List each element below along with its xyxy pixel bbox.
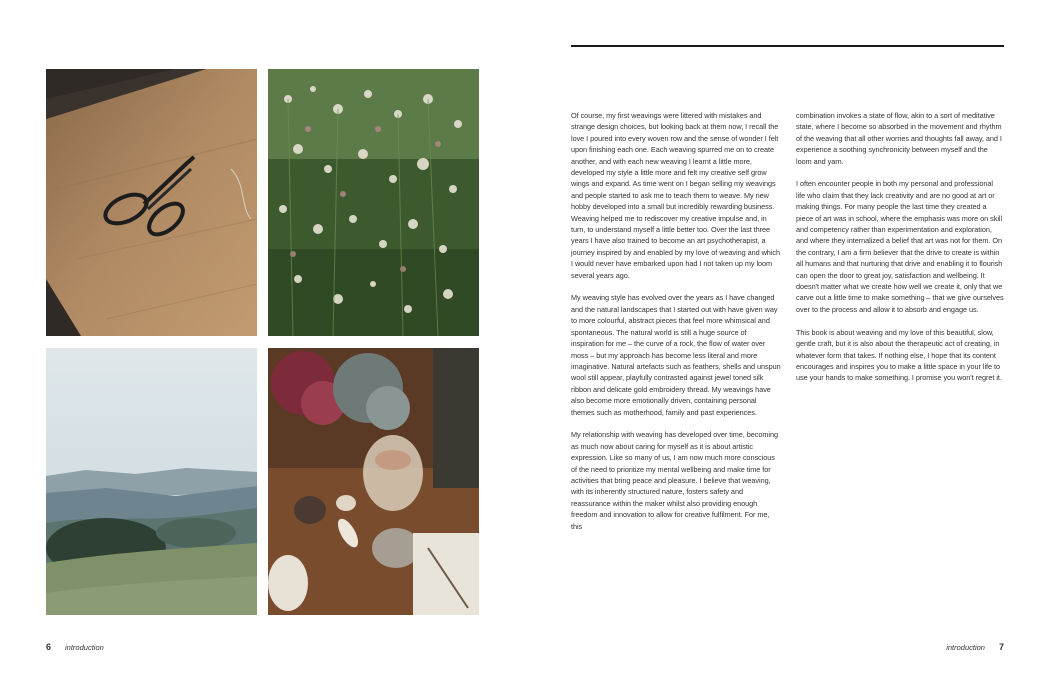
page-number: 7 bbox=[998, 642, 1004, 652]
text-column-right bbox=[796, 110, 1004, 395]
scissors-photo bbox=[46, 69, 257, 336]
running-footer: introduction bbox=[946, 643, 985, 652]
header-rule bbox=[571, 45, 1004, 47]
text-column-left bbox=[571, 110, 781, 543]
still-life-photo bbox=[268, 348, 479, 615]
folio-right bbox=[946, 642, 1004, 652]
landscape-photo bbox=[46, 348, 257, 615]
paragraph: Of course, my first weavings were littered with mistakes and strange design choices, but looking back at them now, I recall the love I poured into every woven row and the sense of wonder I felt upon finishing each one. Each weaving spurred me on to create another, and with each new weaving I learnt a little more, developed my style a little more and felt my creative self grow wings and expand. As time went on I began selling my weavings and people started to ask me to teach them to weave. My new hobby developed into a small but incredibly rewarding business. Weaving helped me to rediscover my creative impulse and, in turn, to understand myself a little better too. Over the last three years I have also trained to become an art psychotherapist, a journey inspired by and enabled by my love of weaving and which I would never have embarked upon had I not taken up my loom several years ago. bbox=[571, 111, 780, 280]
page-number: 6 bbox=[46, 642, 52, 652]
folio-left bbox=[46, 642, 104, 652]
paragraph: combination invokes a state of flow, akin to a sort of meditative state, where I become so absorbed in the movement and rhythm of the weaving that all other worries and thoughts fall away, and I experience a soothing synchronicity between myself and the loom and yarn. bbox=[796, 111, 1002, 166]
paragraph: My relationship with weaving has developed over time, becoming as much now about caring for myself as it is about artistic expression. Like so many of us, I am now much more conscious of the need to prioritize my mental wellbeing and make time for activities that bring peace and pleasure. I believe that weaving, with its inherently structured nature, fosters safety and reassurance within the maker whilst also providing enough freedom and innovation to allow for creative fulfilment. For me, this bbox=[571, 430, 778, 531]
running-footer: introduction bbox=[65, 643, 104, 652]
wildflowers-photo bbox=[268, 69, 479, 336]
paragraph: This book is about weaving and my love of this beautiful, slow, gentle craft, but it is also about the therapeutic act of creating, in whatever form that takes. If nothing else, I hope that its content encourages and inspires you to make a little space in your life to use your hands to make something. I promise you won't regret it. bbox=[796, 327, 1002, 383]
paragraph: My weaving style has evolved over the years as I have changed and the natural landscapes that I started out with have given way to more colourful, abstract pieces that feel more whimsical and spontaneous. The natural world is still a huge source of inspiration for me – the curve of a rock, the flow of water over moss – but my approach has become less literal and more imaginative. Natural artefacts such as feathers, shells and unspun wool still appear, playfully contrasted against jewel toned silk ribbon and delicate gold embroidery thread. My weavings have also become more emotionally driven, containing personal themes such as motherhood, family and past experiences. bbox=[571, 293, 781, 417]
paragraph: I often encounter people in both my personal and professional life who claim that they lack creativity and are no good at art or making things. For many people the last time they created a piece of art was in school, where the emphasis was more on skill and competency rather than experimentation and exploration, and where they internalized a belief that art was not for them. On the contrary, I am a firm believer that the drive to create is within all humans and that nurturing that drive and enabling it to flourish can open the door to great joy, satisfaction and wellbeing. It doesn't matter what we create how well we create it, only that we carve out a little time to make something – that we give ourselves over to the process and allow it to absorb and engage us. bbox=[796, 179, 1004, 314]
